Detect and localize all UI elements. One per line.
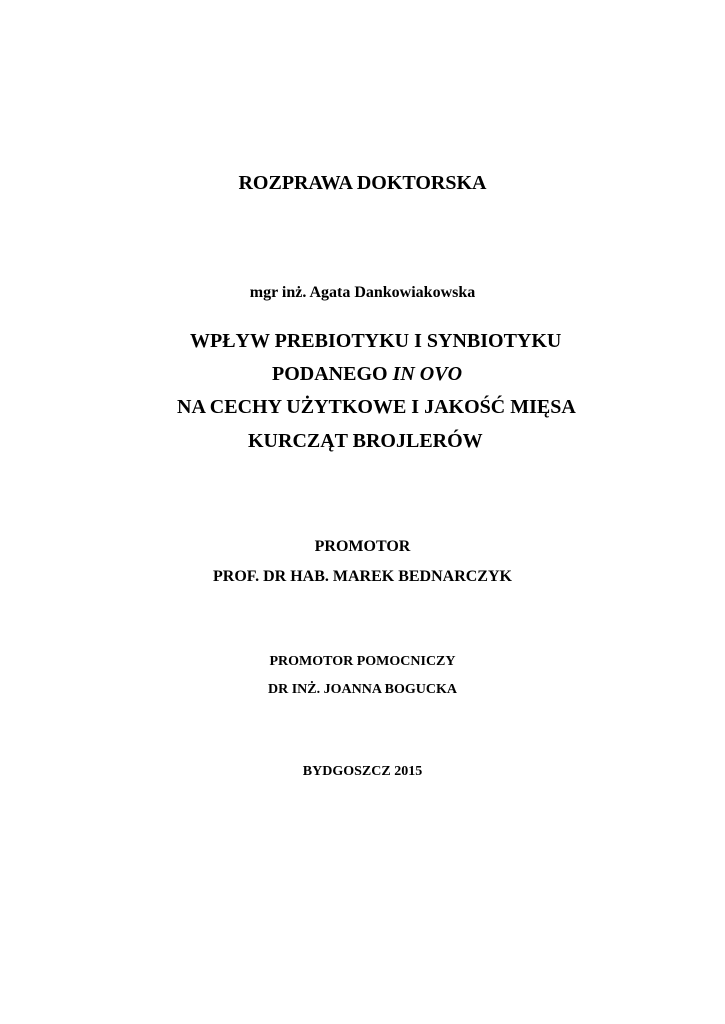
auxiliary-promotor-label: PROMOTOR POMOCNICZY [269, 654, 456, 669]
place-and-year: BYDGOSZCZ 2015 [302, 764, 423, 779]
thesis-title-line-1: WPŁYW PREBIOTYKU I SYNBIOTYKU [190, 330, 562, 352]
thesis-title-in-ovo: IN OVO [392, 363, 463, 385]
promotor-name: PROF. DR HAB. MAREK BEDNARCZYK [213, 568, 512, 585]
author-name: mgr inż. Agata Dankowiakowska [249, 284, 476, 301]
thesis-title-line-2 [272, 363, 462, 386]
auxiliary-promotor-name: DR INŻ. JOANNA BOGUCKA [267, 682, 457, 697]
thesis-title-line-4: KURCZĄT BROJLERÓW [248, 430, 483, 452]
thesis-title-line-3: NA CECHY UŻYTKOWE I JAKOŚĆ MIĘSA [177, 396, 576, 418]
thesis-title-line-2-prefix: PODANEGO [272, 363, 393, 385]
promotor-label: PROMOTOR [314, 538, 411, 555]
document-type-heading: ROZPRAWA DOKTORSKA [238, 172, 487, 194]
